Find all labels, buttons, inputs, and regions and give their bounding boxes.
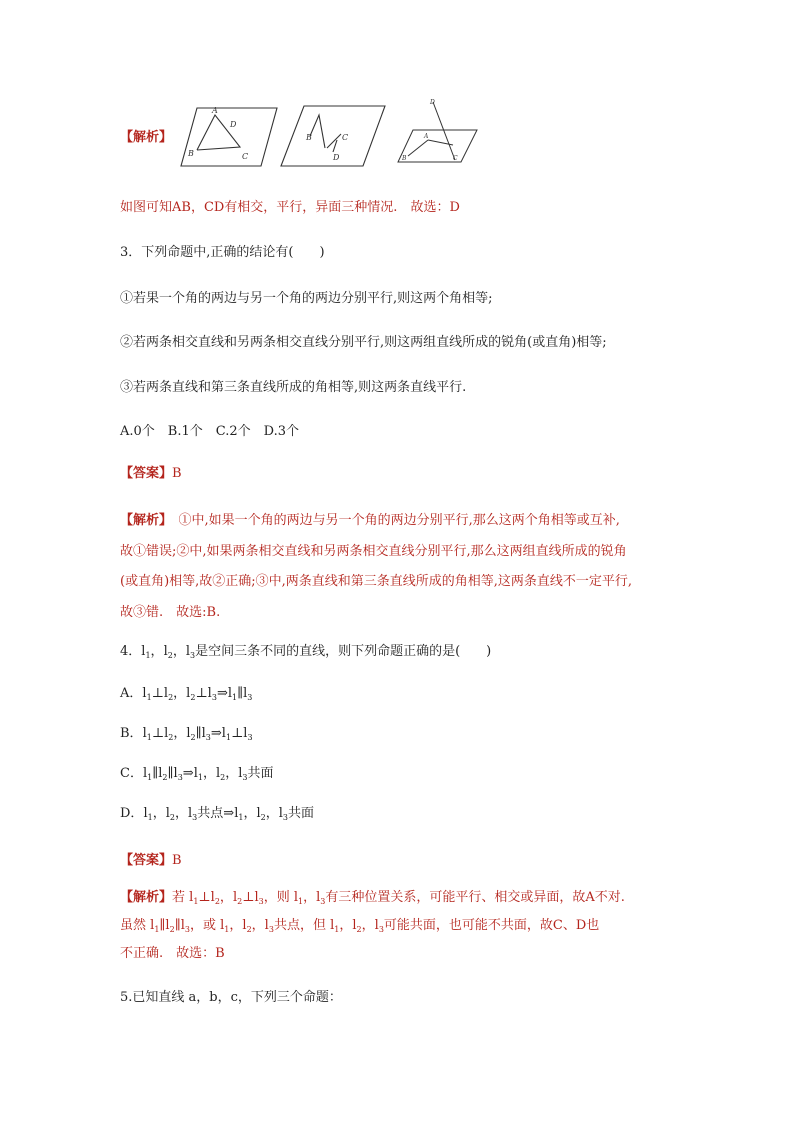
fig2-label-b: B [306, 133, 312, 142]
q4-answer-value: B [172, 853, 182, 868]
q3-answer [120, 464, 182, 484]
analysis-figures [185, 100, 485, 170]
q3-analysis-tag: 【解析】 [120, 513, 166, 528]
fig3-label-b: B [402, 155, 407, 162]
fig3-label-d: D [430, 99, 435, 106]
fig1-label-c: C [242, 152, 249, 161]
q3-analysis-line-2: 故①错误;②中,如果两条相交直线和另两条相交直线分别平行,那么这两组直线所成的锐角 [120, 544, 627, 559]
q4-stem-text: 是空间三条不同的直线，则下列命题正确的是( ) [195, 644, 492, 659]
fig1-label-d: D [230, 120, 237, 129]
q3-item-1: ①若果一个角的两边与另一个角的两边分别平行,则这两个角相等; [120, 291, 493, 306]
fig3-label-a: A [424, 133, 429, 140]
fig1-label-a: A [212, 106, 218, 115]
q2-analysis-tag: 【解析】 [120, 130, 173, 145]
q4-answer-tag: 【答案】 [120, 853, 173, 868]
q5-stem: 5.已知直线 a，b，c，下列三个命题： [120, 990, 342, 1005]
q4-analysis-tag: 【解析】 [120, 890, 173, 905]
q3-analysis-line-1 [120, 511, 620, 531]
fig1-label-b: B [188, 149, 194, 158]
q4-option-c: C．$l_1\parallel l_2\parallel l_3\Rightarrow l_1$，$l_2$，$l_3$共面 [120, 766, 274, 782]
q4-analysis-line-2: 虽然 $l_1\parallel l_2\parallel l_3$，或 $l_1$，$l_2$，$l_3$共点，但 $l_1$，$l_2$，$l_3$可能共面，也可能不共面，故C、D也 [120, 918, 600, 934]
q4-option-b: B．$l_1\perp l_2$，$l_2\parallel l_3\Rightarrow l_1\perp l_3$ [120, 726, 253, 742]
fig3-label-c: C [453, 155, 458, 162]
q3-analysis-line-3: (或直角)相等,故②正确;③中,两条直线和第三条直线所成的角相等,这两条直线不一定平行, [120, 574, 633, 589]
q3-analysis-line-4: 故③错. 故选:B. [120, 605, 221, 620]
q3-item-2: ②若两条相交直线和另两条相交直线分别平行,则这两组直线所成的锐角(或直角)相等; [120, 335, 607, 350]
q3-analysis-text-1: ①中,如果一个角的两边与另一个角的两边分别平行,那么这两个角相等或互补, [165, 513, 620, 528]
q4-option-d: D．$l_1$，$l_2$，$l_3$共点$\Rightarrow l_1$，$l_2$，$l_3$共面 [120, 806, 315, 822]
q3-answer-tag: 【答案】 [120, 466, 173, 481]
figure-3-plane-lines [398, 102, 477, 162]
fig2-label-d: D [333, 153, 340, 162]
q2-conclusion: 如图可知AB，CD有相交，平行，异面三种情况. 故选：D [120, 200, 460, 215]
q3-item-3: ③若两条直线和第三条直线所成的角相等,则这两条直线平行. [120, 380, 467, 395]
q4-answer [120, 851, 182, 871]
fig2-label-c: C [342, 133, 349, 142]
q4-option-a: A．$l_1\perp l_2$，$l_2\perp l_3\Rightarrow l_1\parallel l_3$ [120, 686, 253, 702]
figure-1-triangle [181, 108, 277, 166]
q4-analysis-line-3: 不正确. 故选：B [120, 946, 225, 961]
q3-answer-value: B [172, 466, 182, 481]
q4-number: 4． [120, 644, 142, 659]
q4-stem: 4．$l_1$，$l_2$，$l_3$是空间三条不同的直线，则下列命题正确的是( ) [120, 644, 492, 660]
q3-options: A.0个 B.1个 C.2个 D.3个 [120, 424, 299, 439]
q4-analysis-line-1: 【解析】若 $l_1\perp l_2$，$l_2\perp l_3$，则 $l_1$，$l_3$有三种位置关系，可能平行、相交或异面，故A不对. [120, 890, 625, 906]
q3-stem: 3．下列命题中,正确的结论有( ) [120, 245, 325, 260]
